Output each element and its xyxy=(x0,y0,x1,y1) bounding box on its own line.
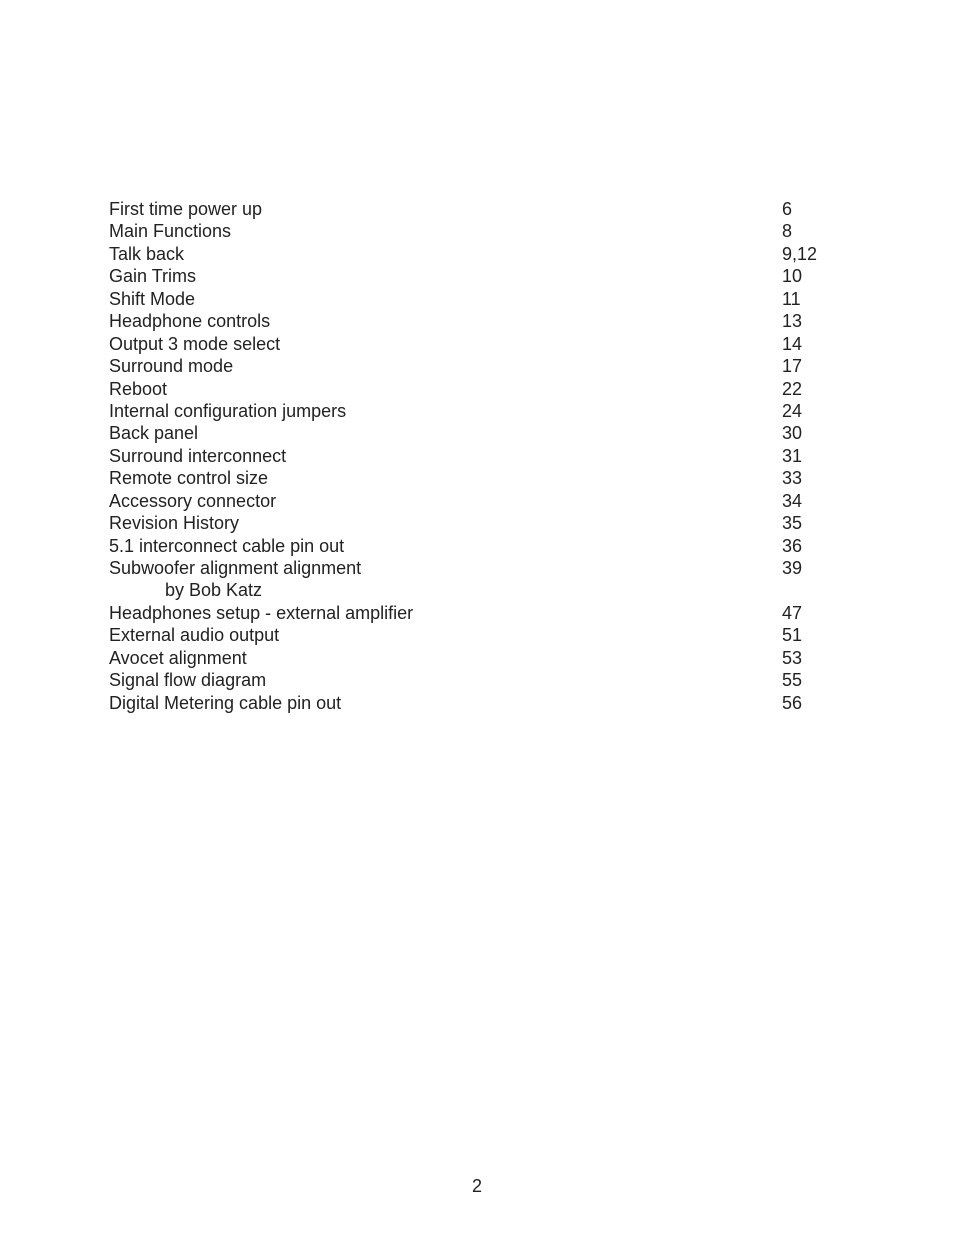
toc-entry xyxy=(109,647,849,669)
toc-entry xyxy=(109,445,849,467)
toc-entry-title: Back panel xyxy=(109,423,199,444)
toc-entry xyxy=(109,400,849,422)
toc-entry-page: 24 xyxy=(782,400,803,421)
toc-entry-title: Accessory connector xyxy=(109,490,277,511)
toc-entry-title: Remote control size xyxy=(109,468,269,489)
toc-entry-title: Headphone controls xyxy=(109,311,271,332)
toc-entry xyxy=(109,243,849,265)
toc-entry-title: Avocet alignment xyxy=(109,647,247,668)
toc-entry xyxy=(109,490,849,512)
toc-entry-title: Gain Trims xyxy=(109,266,197,287)
toc-entry-page: 14 xyxy=(782,333,803,354)
toc-entry xyxy=(109,692,849,714)
toc-entry-page: 36 xyxy=(782,535,803,556)
toc-entry xyxy=(109,557,849,579)
page-number: 2 xyxy=(471,1176,482,1196)
table-of-contents xyxy=(109,198,849,714)
toc-entry-continuation xyxy=(109,579,849,601)
toc-entry-page: 55 xyxy=(782,670,803,691)
toc-entry-page: 51 xyxy=(782,625,803,646)
toc-entry-page: 39 xyxy=(782,558,803,578)
toc-entry-page: 31 xyxy=(782,445,803,466)
toc-entry xyxy=(109,602,849,624)
toc-entry-page: 47 xyxy=(782,602,803,623)
toc-entry-title: Surround mode xyxy=(109,356,234,377)
toc-entry-page: 10 xyxy=(782,266,803,287)
toc-entry-title: Subwoofer alignment alignment xyxy=(109,558,362,578)
toc-entry xyxy=(109,535,849,557)
toc-entry-title: Digital Metering cable pin out xyxy=(109,692,342,713)
toc-entry-page: 56 xyxy=(782,692,803,713)
toc-entry xyxy=(109,378,849,400)
toc-entry-title: Talk back xyxy=(109,243,185,264)
toc-entry-title: by Bob Katz xyxy=(165,580,263,601)
toc-entry xyxy=(109,467,849,489)
toc-entry-title: Shift Mode xyxy=(109,288,196,309)
toc-entry-title: 5.1 interconnect cable pin out xyxy=(109,535,345,556)
toc-entry-page: 22 xyxy=(782,378,803,399)
toc-entry-page: 53 xyxy=(782,647,803,668)
toc-entry-page: 34 xyxy=(782,490,803,511)
toc-entry-title: Reboot xyxy=(109,378,168,399)
toc-entry-title: Output 3 mode select xyxy=(109,333,281,354)
toc-entry-page: 8 xyxy=(782,221,793,242)
toc-entry-title: Headphones setup - external amplifier xyxy=(109,602,414,623)
toc-entry xyxy=(109,220,849,242)
toc-entry-title: External audio output xyxy=(109,625,280,646)
toc-entry xyxy=(109,265,849,287)
toc-entry-page: 30 xyxy=(782,423,803,444)
toc-entry xyxy=(109,288,849,310)
toc-entry xyxy=(109,355,849,377)
toc-entry-title: First time power up xyxy=(109,199,263,219)
toc-entry-page: 35 xyxy=(782,513,803,534)
toc-entry xyxy=(109,422,849,444)
toc-entry-title: Main Functions xyxy=(109,221,232,242)
toc-entry xyxy=(109,512,849,534)
toc-entry-page: 11 xyxy=(782,288,801,309)
toc-entry-page: 17 xyxy=(782,356,803,377)
toc-entry-title: Revision History xyxy=(109,513,240,534)
toc-entry-title: Signal flow diagram xyxy=(109,670,267,691)
toc-entry xyxy=(109,310,849,332)
toc-entry xyxy=(109,198,849,220)
toc-entry-title: Internal configuration jumpers xyxy=(109,400,347,421)
toc-entry-title: Surround interconnect xyxy=(109,445,287,466)
toc-entry xyxy=(109,669,849,691)
toc-entry xyxy=(109,624,849,646)
toc-entry xyxy=(109,333,849,355)
toc-entry-page: 13 xyxy=(782,311,803,332)
toc-entry-page: 33 xyxy=(782,468,803,489)
toc-entry-page: 9,12 xyxy=(782,243,818,264)
toc-entry-page: 6 xyxy=(782,199,793,219)
